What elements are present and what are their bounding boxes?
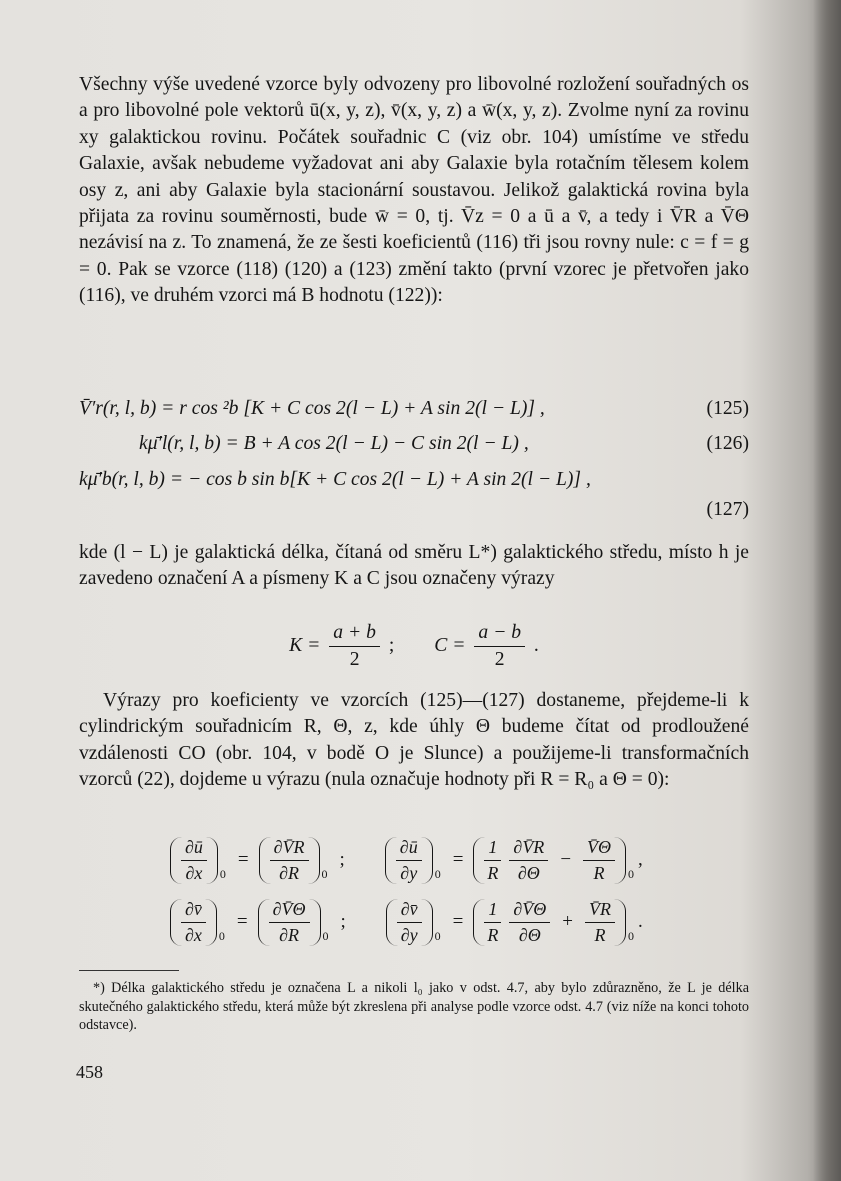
- page-number: 458: [76, 1062, 103, 1082]
- equation-126-number: (126): [706, 433, 749, 454]
- paragraph-1: Všechny výše uvedené vzorce byly odvozeny pro libovolné rozložení souřadných os a pro libovolné pole vektorů ū(x, y, z), v̄(x, y, z) a w̄(x, y, z). Zvolme nyní za rovinu xy galaktickou rovinu. Počátek souřadnic C (viz obr. 104) umístíme ve středu Galaxie, avšak nebudeme vyžadovat ani aby Galaxie byla rotačním tělesem kolem osy z, ani aby Galaxie byla stacionární soustavou. Jelikož galaktická rovina byla přijata za rovinu souměrnosti, bude w̄ = 0, tj. V̄z = 0 a ū a v̄, a tedy i V̄R a V̄Θ nezávisí na z. To znamená, že ze šesti koeficientů (116) tři jsou rovny nule: c = f = g = 0. Pak se vzorce (118) (120) a (123) změní takto (první vzorec je přetvořen jako (116), ve druhém vzorci má B hodnotu (122)):: [79, 74, 749, 307]
- equation-125: [79, 398, 749, 420]
- book-spine-shadow: [813, 0, 841, 1181]
- partials-row-1: $\frac{\partial ū}{\partial x}$ 0 = $\frac{\partial V̄R}{\partial R}$ 0 ; $\frac{\partial ū}{\partial y}$ 0 = $\frac{1}{R}$ $\frac{\partial V̄R}{\partial\Theta}$ − $\frac{V̄\Theta}{R}$ 0 ,: [168, 832, 688, 888]
- equation-127: [79, 469, 749, 491]
- paragraph-2: kde (l − L) je galaktická délka, čítaná od směru L*) galaktického středu, místo h je zavedeno označení A a písmeny K a C jsou označeny výrazy: [79, 542, 749, 590]
- equation-125-number: (125): [706, 398, 749, 419]
- equation-126-expr: kμ̄′l(r, l, b) = B + A cos 2(l − L) − C sin 2(l − L) ,: [139, 433, 529, 454]
- main-text: [79, 72, 749, 310]
- c-definition: C = $\frac{a - b}{2}$ .: [434, 622, 539, 670]
- partials-row-2: $\frac{\partial v̄}{\partial x}$ 0 = $\frac{\partial V̄\Theta}{\partial R}$ 0 ; $\frac{\partial v̄}{\partial y}$ 0 = $\frac{1}{R}$ $\frac{\partial V̄\Theta}{\partial\Theta}$ + $\frac{V̄R}{R}$ 0 .: [168, 894, 688, 950]
- footnote-divider: [79, 970, 179, 971]
- equation-126: [79, 433, 749, 455]
- partial-derivatives: [168, 832, 688, 950]
- main-text-3: [79, 688, 749, 794]
- main-text-2: [79, 540, 749, 593]
- footnote: *) Délka galaktického středu je označena L a nikoli l₀ jako v odst. 4.7, aby bylo zdůrazněno, že L je délka skutečného galaktického středu, která může být zkreslena při analyse podle vzorce odst. 4.7 (viz níže na konci tohoto odstavce).: [79, 980, 749, 1034]
- equation-127-number: (127): [706, 499, 749, 520]
- equation-125-expr: V̄′r(r, l, b) = r cos ²b [K + C cos 2(l − L) + A sin 2(l − L)] ,: [79, 398, 545, 419]
- k-c-definitions: [79, 622, 749, 671]
- paragraph-3: Výrazy pro koeficienty ve vzorcích (125)—(127) dostaneme, přejdeme-li k cylindrickým souřadnicím R, Θ, z, kde úhly Θ budeme čítat od prodloužené vzdálenosti CO (obr. 104, v bodě O je Slunce) a použijeme-li transformačních vzorců (22), dojdeme u výrazu (nula označuje hodnoty při R = R₀ a Θ = 0):: [79, 690, 749, 791]
- k-definition: K = $\frac{a + b}{2}$ ;: [289, 622, 395, 670]
- equation-127-expr: kμ̄′b(r, l, b) = − cos b sin b[K + C cos 2(l − L) + A sin 2(l − L)] ,: [79, 469, 591, 490]
- equation-127-number-line: [79, 499, 749, 521]
